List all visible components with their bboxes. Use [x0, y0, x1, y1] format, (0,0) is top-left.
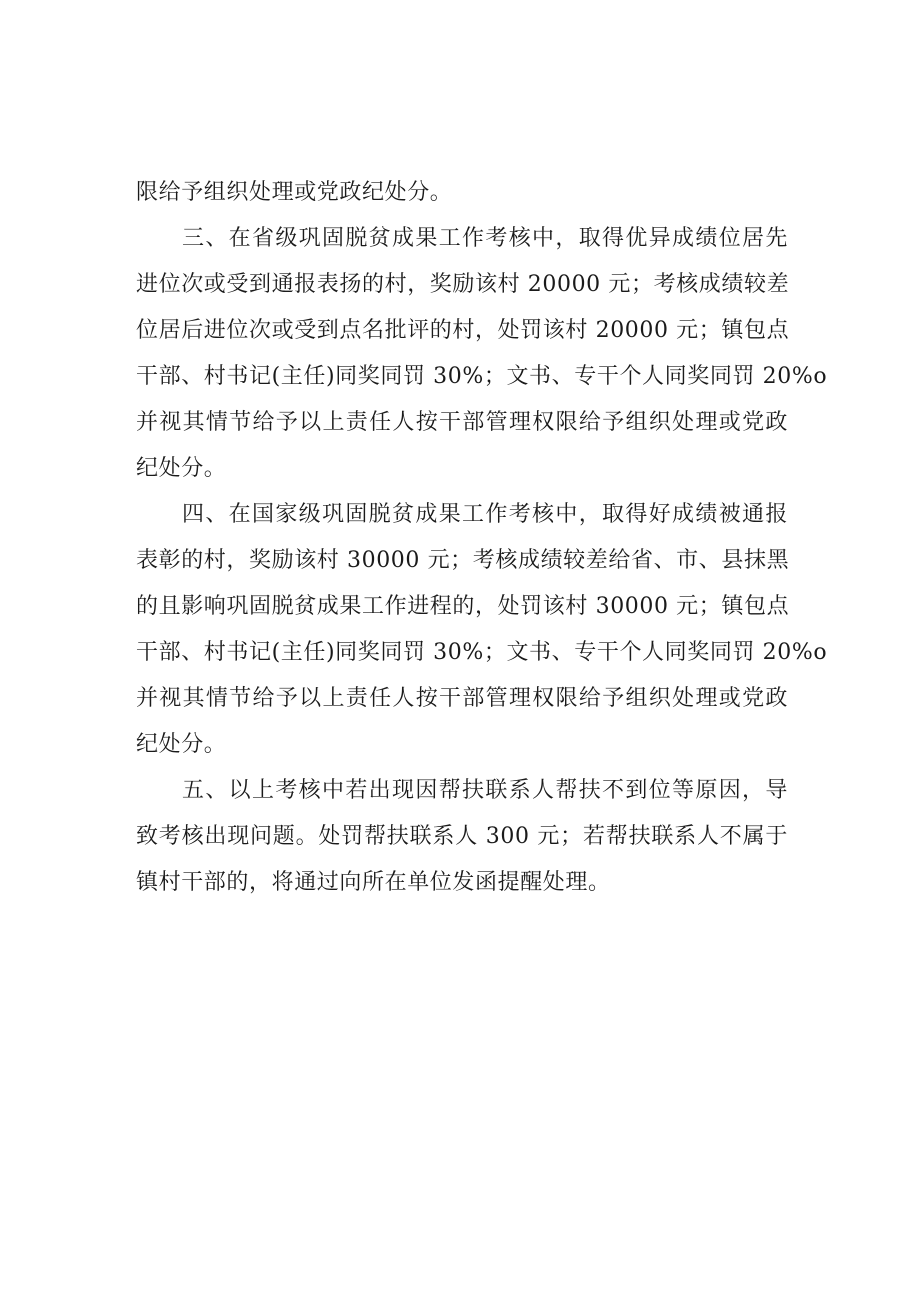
- text-line: 五、以上考核中若出现因帮扶联系人帮扶不到位等原因，导: [182, 778, 788, 803]
- text-line: 镇村干部的，将通过向所在单位发函提醒处理。: [136, 870, 611, 895]
- text-line: 进位次或受到通报表扬的村，奖励该村 20000 元；考核成绩较差: [136, 272, 790, 297]
- text-line: 限给予组织处理或党政纪处分。: [136, 180, 453, 205]
- text-line: 的且影响巩固脱贫成果工作进程的，处罚该村 30000 元；镇包点: [136, 594, 790, 619]
- text-line: 三、在省级巩固脱贫成果工作考核中，取得优异成绩位居先: [182, 226, 788, 251]
- document-page: [136, 170, 828, 906]
- text-line: 并视其情节给予以上责任人按干部管理权限给予组织处理或党政: [136, 686, 788, 711]
- text-line: 表彰的村，奖励该村 30000 元；考核成绩较差给省、市、县抹黑: [136, 548, 790, 573]
- text-line: 纪处分。: [136, 456, 227, 481]
- text-line: 并视其情节给予以上责任人按干部管理权限给予组织处理或党政: [136, 410, 788, 435]
- text-line: 位居后进位次或受到点名批评的村，处罚该村 20000 元；镇包点: [136, 318, 790, 343]
- text-line: 纪处分。: [136, 732, 227, 757]
- paragraph-4: [136, 492, 828, 768]
- text-line: 干部、村书记(主任)同奖同罚 30%；文书、专干个人同奖同罚 20%o: [136, 640, 828, 665]
- text-line: 致考核出现问题。处罚帮扶联系人 300 元；若帮扶联系人不属于: [136, 824, 788, 849]
- paragraph-2-tail: [136, 170, 788, 216]
- text-line: 四、在国家级巩固脱贫成果工作考核中，取得好成绩被通报: [182, 502, 788, 527]
- paragraph-5: [136, 768, 788, 906]
- paragraph-3: [136, 216, 828, 492]
- text-line: 干部、村书记(主任)同奖同罚 30%；文书、专干个人同奖同罚 20%o: [136, 364, 828, 389]
